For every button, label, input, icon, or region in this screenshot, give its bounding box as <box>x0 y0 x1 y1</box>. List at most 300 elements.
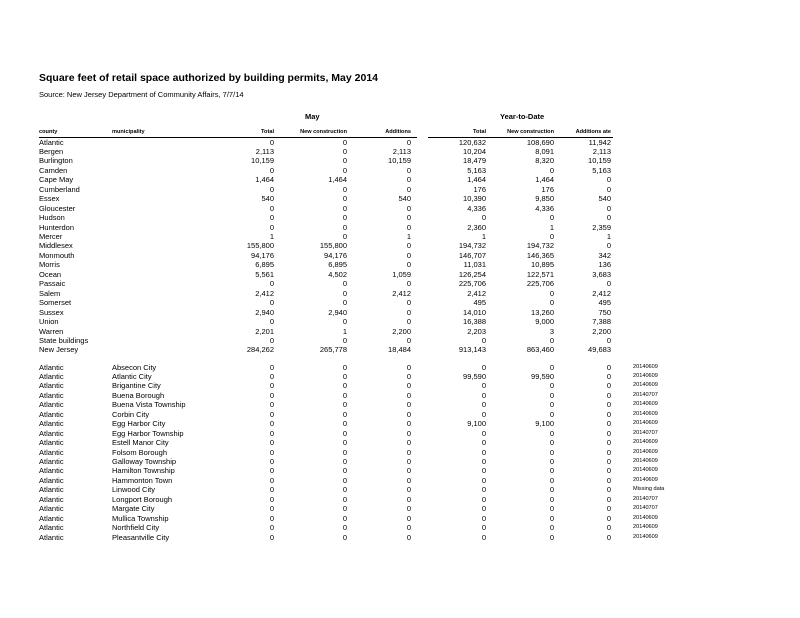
county-cell: Middlesex <box>39 241 73 251</box>
ytd-total-cell: 2,412 <box>467 288 486 298</box>
may-total-cell: 0 <box>269 298 274 308</box>
may-additions-cell: 1 <box>406 232 411 241</box>
may-new-cell: 4,502 <box>328 269 347 279</box>
may-total-cell: 0 <box>269 457 274 466</box>
ytd-new-cell: 0 <box>549 298 554 308</box>
may-additions-cell: 540 <box>398 194 411 204</box>
ytd-total-cell: 0 <box>481 457 486 466</box>
ytd-additions-cell: 0 <box>606 494 611 504</box>
may-additions-cell: 0 <box>406 419 411 429</box>
municipality-cell: Atlantic City <box>112 371 152 381</box>
table-row <box>0 429 800 438</box>
may-total-cell: 6,895 <box>255 260 274 270</box>
table-row <box>0 336 800 345</box>
report-date-cell: 20140609 <box>633 458 658 464</box>
may-total-cell: 2,113 <box>255 146 274 156</box>
may-additions-cell: 0 <box>406 457 411 466</box>
table-row <box>0 241 800 250</box>
ytd-new-cell: 0 <box>549 428 554 438</box>
municipality-cell: Egg Harbor City <box>112 419 166 429</box>
county-cell: Atlantic <box>39 523 64 533</box>
municipality-cell: Absecon City <box>112 362 157 372</box>
ytd-new-cell: 9,850 <box>535 194 554 204</box>
ytd-new-cell: 225,706 <box>526 279 554 289</box>
ytd-new-cell: 0 <box>549 523 554 533</box>
table-row <box>0 495 800 504</box>
municipality-cell: Mullica Township <box>112 513 169 523</box>
ytd-new-cell: 108,690 <box>526 137 554 147</box>
table-row <box>0 270 800 279</box>
ytd-new-cell: 3 <box>549 326 554 336</box>
may-additions-cell: 0 <box>406 494 411 504</box>
county-cell: Sussex <box>39 307 64 317</box>
may-total-cell: 0 <box>269 390 274 400</box>
ytd-new-cell: 194,732 <box>526 241 554 251</box>
county-cell: Atlantic <box>39 409 64 419</box>
ytd-total-cell: 225,706 <box>458 279 486 289</box>
municipality-cell: Estell Manor City <box>112 438 169 448</box>
ytd-total-cell: 2,360 <box>467 222 486 232</box>
report-source: Source: New Jersey Department of Community Affairs, 7/7/14 <box>39 90 244 99</box>
ytd-additions-cell: 0 <box>606 213 611 223</box>
ytd-additions-cell: 0 <box>606 184 611 194</box>
report-date-cell: Missing data <box>633 486 665 493</box>
municipality-cell: Folsom Borough <box>112 447 168 457</box>
group-header-may: May <box>305 112 320 121</box>
municipality-cell: Margate City <box>112 504 155 514</box>
municipality-cell: Brigantine City <box>112 381 161 391</box>
ytd-additions-cell: 0 <box>606 513 611 523</box>
county-cell: Burlington <box>39 156 73 166</box>
table-row <box>0 476 800 485</box>
ytd-new-cell: 0 <box>549 475 554 485</box>
report-date-cell: 20140609 <box>633 401 658 408</box>
report-title: Square feet of retail space authorized by building permits, May 2014 <box>39 72 379 84</box>
ytd-total-cell: 0 <box>481 447 486 457</box>
county-cell: Hunterdon <box>39 222 75 232</box>
ytd-total-cell: 2,203 <box>467 326 486 336</box>
ytd-additions-cell: 0 <box>606 409 611 419</box>
ytd-additions-cell: 0 <box>606 279 611 289</box>
may-total-cell: 0 <box>269 137 274 147</box>
ytd-new-cell: 0 <box>549 288 554 298</box>
ytd-new-cell: 0 <box>549 381 554 391</box>
county-cell: Mercer <box>39 232 63 241</box>
may-total-cell: 0 <box>269 447 274 457</box>
ytd-new-cell: 13,260 <box>531 307 554 317</box>
may-new-cell: 0 <box>342 213 347 223</box>
report-date-cell: 20140707 <box>633 495 658 502</box>
may-new-cell: 6,895 <box>328 260 347 270</box>
may-total-cell: 0 <box>269 485 274 495</box>
ytd-new-cell: 0 <box>549 513 554 523</box>
ytd-total-cell: 0 <box>481 362 486 372</box>
may-total-cell: 0 <box>269 400 274 410</box>
ytd-total-cell: 0 <box>481 466 486 476</box>
may-additions-cell: 0 <box>406 362 411 372</box>
may-new-cell: 0 <box>342 409 347 419</box>
may-additions-cell: 10,159 <box>388 156 411 166</box>
ytd-new-cell: 8,091 <box>535 146 554 156</box>
ytd-additions-cell: 10,159 <box>588 156 611 166</box>
report-date-cell: 20140609 <box>633 439 658 446</box>
may-new-cell: 1 <box>342 326 347 336</box>
ytd-total-cell: 4,336 <box>467 203 486 213</box>
municipality-cell: Buena Vista Township <box>112 400 186 410</box>
may-total-cell: 0 <box>269 523 274 533</box>
ytd-additions-cell: 7,388 <box>592 317 611 327</box>
county-cell: Salem <box>39 288 61 298</box>
table-row <box>0 363 800 372</box>
ytd-additions-cell: 2,113 <box>592 146 611 156</box>
ytd-total-cell: 0 <box>481 400 486 410</box>
county-cell: Warren <box>39 326 64 336</box>
report-date-cell: 20140707 <box>633 505 658 512</box>
may-additions-cell: 0 <box>406 165 411 175</box>
may-new-cell: 0 <box>342 362 347 372</box>
county-cell: Atlantic <box>39 447 64 457</box>
may-new-cell: 0 <box>342 288 347 298</box>
report-date-cell: 20140609 <box>633 476 658 483</box>
report-date-cell: 20140609 <box>633 533 658 540</box>
ytd-additions-cell: 1 <box>606 232 611 241</box>
may-new-cell: 0 <box>342 194 347 204</box>
ytd-total-cell: 10,204 <box>463 146 486 156</box>
ytd-total-cell: 120,632 <box>458 137 486 147</box>
ytd-additions-cell: 0 <box>606 335 611 345</box>
may-new-cell: 0 <box>342 466 347 476</box>
ytd-new-cell: 0 <box>549 400 554 410</box>
table-row <box>0 400 800 409</box>
may-additions-cell: 0 <box>406 241 411 251</box>
table-row <box>0 298 800 307</box>
may-total-cell: 94,176 <box>251 250 274 260</box>
ytd-additions-cell: 136 <box>598 260 611 270</box>
table-row <box>0 448 800 457</box>
may-additions-cell: 0 <box>406 137 411 147</box>
ytd-new-cell: 0 <box>549 165 554 175</box>
column-header-ytd-additions: Additions ate <box>575 129 611 135</box>
may-new-cell: 265,778 <box>319 345 347 355</box>
ytd-additions-cell: 2,359 <box>592 222 611 232</box>
ytd-new-cell: 0 <box>549 485 554 495</box>
municipality-cell: Corbin City <box>112 409 150 419</box>
ytd-total-cell: 18,479 <box>463 156 486 166</box>
table-row <box>0 504 800 513</box>
county-cell: Atlantic <box>39 381 64 391</box>
county-cell: Somerset <box>39 298 72 308</box>
may-additions-cell: 0 <box>406 381 411 391</box>
ytd-new-cell: 0 <box>549 494 554 504</box>
may-additions-cell: 18,484 <box>388 345 411 355</box>
may-total-cell: 0 <box>269 165 274 175</box>
table-row <box>0 308 800 317</box>
ytd-new-cell: 863,460 <box>526 345 554 355</box>
may-additions-cell: 0 <box>406 371 411 381</box>
municipality-cell: Hammonton Town <box>112 475 173 485</box>
may-total-cell: 0 <box>269 203 274 213</box>
table-row <box>0 514 800 523</box>
ytd-new-cell: 99,590 <box>531 371 554 381</box>
ytd-additions-cell: 0 <box>606 203 611 213</box>
may-new-cell: 0 <box>342 475 347 485</box>
ytd-total-cell: 0 <box>481 428 486 438</box>
may-new-cell: 0 <box>342 485 347 495</box>
county-cell: Atlantic <box>39 371 64 381</box>
may-total-cell: 2,201 <box>255 326 274 336</box>
may-additions-cell: 1,059 <box>392 269 411 279</box>
may-additions-cell: 0 <box>406 390 411 400</box>
ytd-additions-cell: 0 <box>606 428 611 438</box>
table-row <box>0 345 800 354</box>
may-new-cell: 94,176 <box>324 250 347 260</box>
county-cell: Atlantic <box>39 457 64 466</box>
table-row <box>0 317 800 326</box>
may-new-cell: 0 <box>342 232 347 241</box>
ytd-new-cell: 0 <box>549 504 554 514</box>
may-additions-cell: 0 <box>406 222 411 232</box>
ytd-additions-cell: 0 <box>606 475 611 485</box>
ytd-additions-cell: 0 <box>606 400 611 410</box>
table-row <box>0 175 800 184</box>
may-new-cell: 0 <box>342 532 347 542</box>
county-cell: Atlantic <box>39 438 64 448</box>
may-new-cell: 0 <box>342 400 347 410</box>
column-header-may-total: Total <box>261 129 274 135</box>
ytd-total-cell: 0 <box>481 523 486 533</box>
county-cell: Gloucester <box>39 203 76 213</box>
ytd-total-cell: 0 <box>481 409 486 419</box>
column-header-may-additions: Additions <box>385 129 411 135</box>
column-header-county: county <box>39 129 58 135</box>
table-row <box>0 166 800 175</box>
ytd-additions-cell: 495 <box>598 298 611 308</box>
ytd-total-cell: 0 <box>481 381 486 391</box>
may-additions-cell: 0 <box>406 485 411 495</box>
report-date-cell: 20140609 <box>633 514 658 521</box>
may-total-cell: 155,800 <box>246 241 274 251</box>
table-row <box>0 419 800 428</box>
ytd-additions-cell: 0 <box>606 457 611 466</box>
may-total-cell: 0 <box>269 409 274 419</box>
ytd-total-cell: 5,163 <box>467 165 486 175</box>
may-total-cell: 0 <box>269 475 274 485</box>
ytd-additions-cell: 3,683 <box>592 269 611 279</box>
may-additions-cell: 0 <box>406 447 411 457</box>
may-additions-cell: 0 <box>406 504 411 514</box>
may-new-cell: 0 <box>342 279 347 289</box>
report-date-cell: 20140609 <box>633 382 658 389</box>
county-cell: Cumberland <box>39 184 80 194</box>
may-additions-cell: 0 <box>406 317 411 327</box>
report-date-cell: 20140609 <box>633 363 658 370</box>
may-additions-cell: 0 <box>406 307 411 317</box>
may-total-cell: 0 <box>269 213 274 223</box>
county-cell: Passaic <box>39 279 66 289</box>
may-total-cell: 0 <box>269 362 274 372</box>
may-total-cell: 0 <box>269 494 274 504</box>
ytd-new-cell: 1,464 <box>535 175 554 185</box>
may-new-cell: 0 <box>342 298 347 308</box>
ytd-additions-cell: 342 <box>598 250 611 260</box>
municipality-cell: Northfield City <box>112 523 160 533</box>
column-header-municipality: municipality <box>112 129 145 135</box>
may-new-cell: 0 <box>342 523 347 533</box>
ytd-total-cell: 0 <box>481 213 486 223</box>
may-additions-cell: 0 <box>406 523 411 533</box>
may-additions-cell: 0 <box>406 260 411 270</box>
may-total-cell: 10,159 <box>251 156 274 166</box>
may-new-cell: 0 <box>342 184 347 194</box>
may-new-cell: 0 <box>342 447 347 457</box>
ytd-total-cell: 0 <box>481 494 486 504</box>
may-total-cell: 2,940 <box>255 307 274 317</box>
ytd-total-cell: 0 <box>481 475 486 485</box>
report-date-cell: 20140609 <box>633 372 658 379</box>
ytd-additions-cell: 0 <box>606 485 611 495</box>
ytd-total-cell: 11,031 <box>463 260 486 270</box>
ytd-total-cell: 126,254 <box>458 269 486 279</box>
table-row <box>0 523 800 532</box>
may-total-cell: 0 <box>269 438 274 448</box>
county-cell: Ocean <box>39 269 62 279</box>
may-new-cell: 0 <box>342 381 347 391</box>
ytd-new-cell: 0 <box>549 466 554 476</box>
county-cell: Atlantic <box>39 428 64 438</box>
may-additions-cell: 0 <box>406 250 411 260</box>
table-row <box>0 232 800 241</box>
ytd-additions-cell: 5,163 <box>592 165 611 175</box>
table-row <box>0 147 800 156</box>
ytd-additions-cell: 0 <box>606 371 611 381</box>
ytd-additions-cell: 0 <box>606 419 611 429</box>
may-additions-cell: 0 <box>406 298 411 308</box>
report-date-cell: 20140609 <box>633 524 658 531</box>
may-total-cell: 0 <box>269 504 274 514</box>
may-new-cell: 0 <box>342 494 347 504</box>
ytd-additions-cell: 0 <box>606 523 611 533</box>
ytd-additions-cell: 750 <box>598 307 611 317</box>
may-total-cell: 540 <box>261 194 274 204</box>
may-additions-cell: 0 <box>406 428 411 438</box>
table-row <box>0 185 800 194</box>
may-additions-cell: 0 <box>406 184 411 194</box>
column-header-may-new: New construction <box>300 129 347 135</box>
may-total-cell: 0 <box>269 279 274 289</box>
table-row <box>0 372 800 381</box>
may-new-cell: 1,464 <box>328 175 347 185</box>
ytd-new-cell: 0 <box>549 362 554 372</box>
ytd-new-cell: 0 <box>549 457 554 466</box>
may-total-cell: 0 <box>269 371 274 381</box>
may-new-cell: 0 <box>342 317 347 327</box>
may-total-cell: 0 <box>269 317 274 327</box>
ytd-new-cell: 0 <box>549 213 554 223</box>
may-total-cell: 1 <box>269 232 274 241</box>
table-row <box>0 251 800 260</box>
ytd-total-cell: 0 <box>481 504 486 514</box>
ytd-additions-cell: 0 <box>606 175 611 185</box>
may-new-cell: 0 <box>342 504 347 514</box>
ytd-total-cell: 16,388 <box>463 317 486 327</box>
table-row <box>0 223 800 232</box>
table-row <box>0 391 800 400</box>
county-cell: Union <box>39 317 59 327</box>
may-new-cell: 0 <box>342 203 347 213</box>
ytd-total-cell: 99,590 <box>463 371 486 381</box>
may-new-cell: 0 <box>342 156 347 166</box>
may-new-cell: 0 <box>342 438 347 448</box>
may-total-cell: 2,412 <box>255 288 274 298</box>
ytd-additions-cell: 0 <box>606 241 611 251</box>
may-additions-cell: 0 <box>406 175 411 185</box>
ytd-new-cell: 1 <box>549 222 554 232</box>
ytd-new-cell: 122,571 <box>526 269 554 279</box>
may-additions-cell: 0 <box>406 532 411 542</box>
may-total-cell: 0 <box>269 184 274 194</box>
ytd-new-cell: 10,895 <box>531 260 554 270</box>
municipality-cell: Pleasantville City <box>112 532 170 542</box>
may-total-cell: 0 <box>269 222 274 232</box>
ytd-total-cell: 1 <box>481 232 486 241</box>
table-row <box>0 156 800 165</box>
table-row <box>0 457 800 466</box>
ytd-additions-cell: 11,942 <box>588 137 611 147</box>
ytd-new-cell: 0 <box>549 409 554 419</box>
table-row <box>0 466 800 475</box>
ytd-new-cell: 0 <box>549 232 554 241</box>
ytd-new-cell: 8,320 <box>535 156 554 166</box>
report-date-cell: 20140707 <box>633 391 658 398</box>
table-row <box>0 279 800 288</box>
may-additions-cell: 0 <box>406 335 411 345</box>
ytd-additions-cell: 0 <box>606 466 611 476</box>
county-cell: Atlantic <box>39 485 64 495</box>
county-cell: Atlantic <box>39 137 64 147</box>
may-additions-cell: 0 <box>406 466 411 476</box>
county-cell: New Jersey <box>39 345 79 355</box>
column-header-ytd-total: Total <box>473 129 486 135</box>
table-row <box>0 213 800 222</box>
county-cell: Morris <box>39 260 60 270</box>
may-new-cell: 0 <box>342 137 347 147</box>
ytd-additions-cell: 0 <box>606 362 611 372</box>
county-cell: Atlantic <box>39 504 64 514</box>
may-total-cell: 0 <box>269 513 274 523</box>
column-header-ytd-new: New construction <box>507 129 554 135</box>
ytd-additions-cell: 49,683 <box>588 345 611 355</box>
ytd-new-cell: 9,100 <box>535 419 554 429</box>
ytd-total-cell: 0 <box>481 335 486 345</box>
may-new-cell: 0 <box>342 390 347 400</box>
table-row <box>0 260 800 269</box>
may-new-cell: 0 <box>342 457 347 466</box>
table-row <box>0 485 800 494</box>
ytd-total-cell: 0 <box>481 390 486 400</box>
may-total-cell: 1,464 <box>255 175 274 185</box>
may-additions-cell: 0 <box>406 213 411 223</box>
county-cell: Bergen <box>39 146 64 156</box>
may-total-cell: 284,262 <box>246 345 274 355</box>
ytd-new-cell: 176 <box>541 184 554 194</box>
county-cell: Essex <box>39 194 60 204</box>
may-additions-cell: 2,113 <box>392 146 411 156</box>
ytd-additions-cell: 0 <box>606 532 611 542</box>
ytd-additions-cell: 0 <box>606 438 611 448</box>
county-cell: Atlantic <box>39 362 64 372</box>
county-cell: Atlantic <box>39 513 64 523</box>
ytd-total-cell: 0 <box>481 438 486 448</box>
